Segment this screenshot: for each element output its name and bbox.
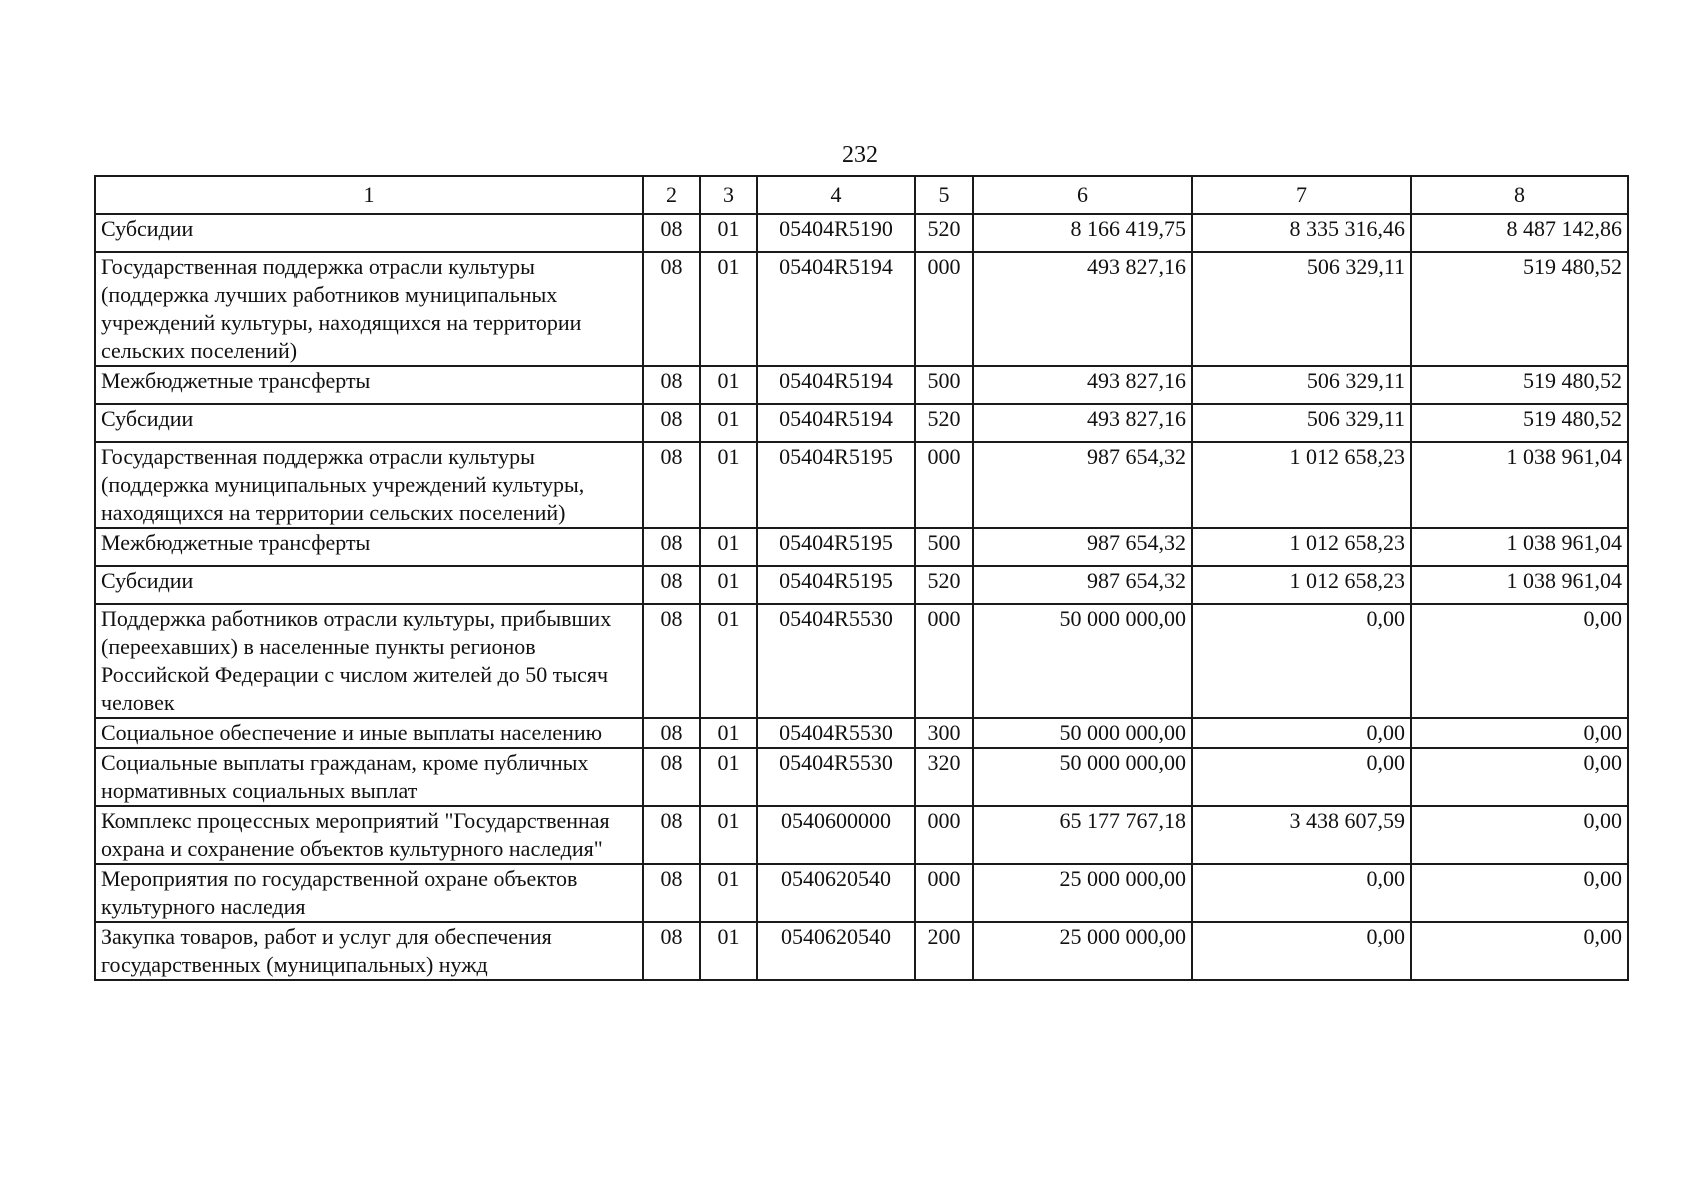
amount-col6: 8 166 419,75 [973,214,1192,252]
amount-col7: 0,00 [1192,718,1411,748]
target-article-code: 0540620540 [757,864,915,922]
subsection-code: 01 [700,922,757,980]
row-name: Межбюджетные трансферты [95,366,643,404]
column-header: 4 [757,176,915,214]
row-name: Государственная поддержка отрасли культуры (поддержка лучших работников муниципальных учреждений культуры, находящихся на территории сельских поселений) [95,252,643,366]
subsection-code: 01 [700,214,757,252]
expense-type-code: 000 [915,806,973,864]
table-row [95,442,1628,528]
amount-col8: 519 480,52 [1411,252,1628,366]
table-header-row [95,176,1628,214]
subsection-code: 01 [700,566,757,604]
target-article-code: 05404R5194 [757,252,915,366]
amount-col6: 987 654,32 [973,442,1192,528]
column-header: 2 [643,176,700,214]
expense-type-code: 000 [915,604,973,718]
row-name: Мероприятия по государственной охране объектов культурного наследия [95,864,643,922]
amount-col8: 0,00 [1411,604,1628,718]
amount-col8: 519 480,52 [1411,404,1628,442]
table-row [95,366,1628,404]
row-name: Государственная поддержка отрасли культуры (поддержка муниципальных учреждений культуры, находящихся на территории сельских поселений) [95,442,643,528]
amount-col6: 25 000 000,00 [973,922,1192,980]
section-code: 08 [643,404,700,442]
table-row [95,252,1628,366]
row-name: Субсидии [95,404,643,442]
target-article-code: 05404R5190 [757,214,915,252]
amount-col6: 50 000 000,00 [973,604,1192,718]
expense-type-code: 000 [915,442,973,528]
amount-col6: 25 000 000,00 [973,864,1192,922]
amount-col7: 506 329,11 [1192,404,1411,442]
amount-col6: 65 177 767,18 [973,806,1192,864]
table-row [95,604,1628,718]
subsection-code: 01 [700,252,757,366]
section-code: 08 [643,748,700,806]
table-row [95,864,1628,922]
amount-col8: 519 480,52 [1411,366,1628,404]
row-name: Закупка товаров, работ и услуг для обеспечения государственных (муниципальных) нужд [95,922,643,980]
section-code: 08 [643,922,700,980]
page-number: 232 [842,142,878,168]
section-code: 08 [643,864,700,922]
amount-col7: 1 012 658,23 [1192,566,1411,604]
target-article-code: 05404R5530 [757,604,915,718]
amount-col7: 3 438 607,59 [1192,806,1411,864]
amount-col7: 1 012 658,23 [1192,528,1411,566]
amount-col7: 0,00 [1192,922,1411,980]
column-header: 1 [95,176,643,214]
amount-col6: 493 827,16 [973,252,1192,366]
amount-col6: 493 827,16 [973,366,1192,404]
expense-type-code: 320 [915,748,973,806]
expense-type-code: 500 [915,528,973,566]
row-name: Межбюджетные трансферты [95,528,643,566]
expense-type-code: 500 [915,366,973,404]
subsection-code: 01 [700,864,757,922]
row-name: Субсидии [95,214,643,252]
section-code: 08 [643,604,700,718]
row-name: Комплекс процессных мероприятий "Государственная охрана и сохранение объектов культурного наследия" [95,806,643,864]
subsection-code: 01 [700,442,757,528]
row-name: Субсидии [95,566,643,604]
section-code: 08 [643,566,700,604]
amount-col7: 0,00 [1192,604,1411,718]
amount-col7: 506 329,11 [1192,252,1411,366]
expense-type-code: 520 [915,214,973,252]
subsection-code: 01 [700,404,757,442]
amount-col6: 493 827,16 [973,404,1192,442]
amount-col6: 987 654,32 [973,566,1192,604]
target-article-code: 0540620540 [757,922,915,980]
amount-col8: 0,00 [1411,806,1628,864]
expense-type-code: 300 [915,718,973,748]
table-row [95,922,1628,980]
row-name: Поддержка работников отрасли культуры, прибывших (переехавших) в населенные пункты регионов Российской Федерации с числом жителей до 50 тысяч человек [95,604,643,718]
table-row [95,528,1628,566]
amount-col8: 0,00 [1411,718,1628,748]
amount-col7: 0,00 [1192,748,1411,806]
amount-col7: 8 335 316,46 [1192,214,1411,252]
section-code: 08 [643,806,700,864]
expense-type-code: 520 [915,566,973,604]
target-article-code: 05404R5530 [757,718,915,748]
amount-col6: 50 000 000,00 [973,718,1192,748]
section-code: 08 [643,214,700,252]
subsection-code: 01 [700,748,757,806]
subsection-code: 01 [700,528,757,566]
section-code: 08 [643,252,700,366]
table-row [95,566,1628,604]
expense-type-code: 000 [915,252,973,366]
column-header: 8 [1411,176,1628,214]
table-row [95,748,1628,806]
column-header: 3 [700,176,757,214]
target-article-code: 05404R5194 [757,366,915,404]
table-row [95,718,1628,748]
table-row [95,806,1628,864]
target-article-code: 05404R5195 [757,442,915,528]
amount-col8: 1 038 961,04 [1411,528,1628,566]
target-article-code: 05404R5195 [757,528,915,566]
target-article-code: 0540600000 [757,806,915,864]
column-header: 7 [1192,176,1411,214]
amount-col7: 1 012 658,23 [1192,442,1411,528]
amount-col8: 0,00 [1411,864,1628,922]
row-name: Социальные выплаты гражданам, кроме публичных нормативных социальных выплат [95,748,643,806]
target-article-code: 05404R5195 [757,566,915,604]
amount-col8: 1 038 961,04 [1411,442,1628,528]
section-code: 08 [643,366,700,404]
expense-type-code: 200 [915,922,973,980]
section-code: 08 [643,718,700,748]
amount-col8: 8 487 142,86 [1411,214,1628,252]
section-code: 08 [643,442,700,528]
amount-col8: 0,00 [1411,922,1628,980]
subsection-code: 01 [700,718,757,748]
table-row [95,404,1628,442]
column-header: 5 [915,176,973,214]
amount-col6: 50 000 000,00 [973,748,1192,806]
subsection-code: 01 [700,604,757,718]
expense-type-code: 520 [915,404,973,442]
target-article-code: 05404R5530 [757,748,915,806]
amount-col8: 0,00 [1411,748,1628,806]
target-article-code: 05404R5194 [757,404,915,442]
amount-col6: 987 654,32 [973,528,1192,566]
table-row [95,214,1628,252]
section-code: 08 [643,528,700,566]
amount-col8: 1 038 961,04 [1411,566,1628,604]
amount-col7: 0,00 [1192,864,1411,922]
amount-col7: 506 329,11 [1192,366,1411,404]
subsection-code: 01 [700,806,757,864]
column-header: 6 [973,176,1192,214]
subsection-code: 01 [700,366,757,404]
row-name: Социальное обеспечение и иные выплаты населению [95,718,643,748]
budget-table [94,175,1629,981]
expense-type-code: 000 [915,864,973,922]
